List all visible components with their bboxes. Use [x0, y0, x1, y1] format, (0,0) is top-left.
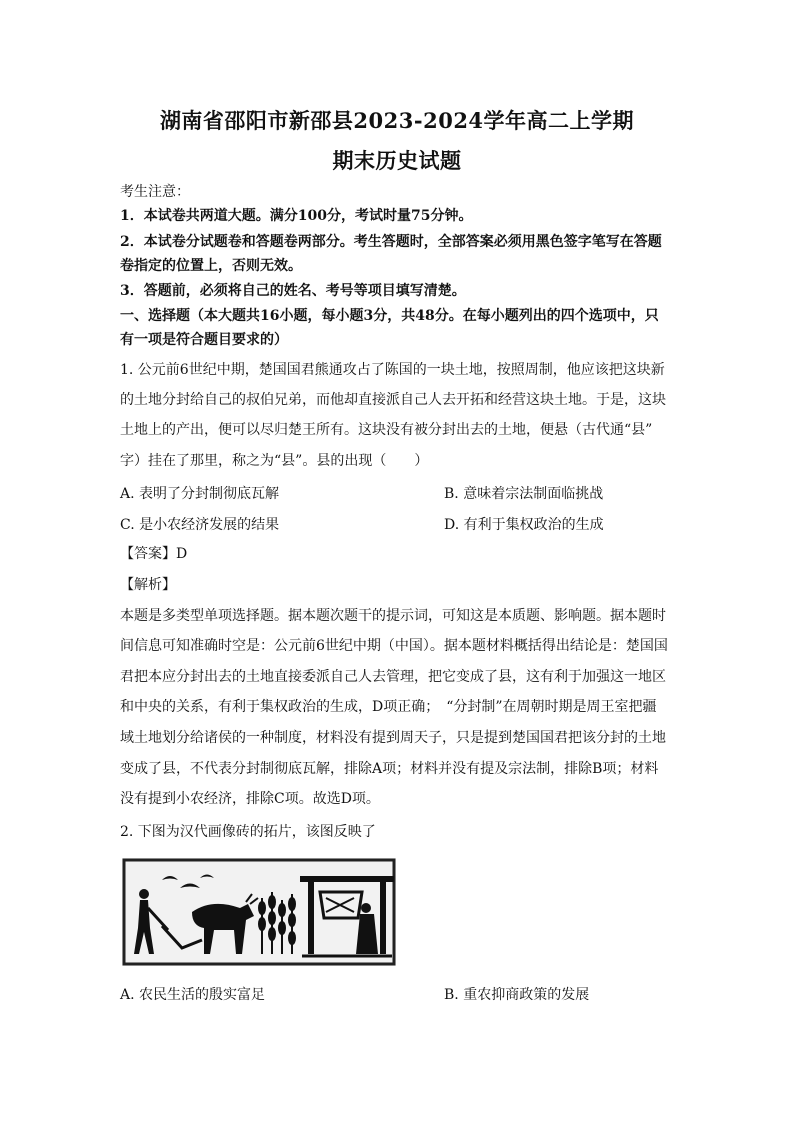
- title-line-2: 期末历史试题: [332, 148, 462, 173]
- q1-stem-line-3: 土地上的产出，便可以尽归楚王所有。这块没有被分封出去的土地，便悬（古代通“县”: [120, 422, 653, 438]
- section-heading-line-1: 一、选择题（本大题共16小题，每小题3分，共48分。在每小题列出的四个选项中，只: [120, 308, 659, 324]
- notice-item-3: 3．答题前，必须将自己的姓名、考号等项目填写清楚。: [120, 283, 466, 299]
- q1-stem-line-4: 字）挂在了那里，称之为“县”。县的出现（ ）: [120, 453, 429, 469]
- notice-item-1: 1．本试卷共两道大题。满分100分，考试时量75分钟。: [120, 208, 473, 224]
- q1-analysis-line-7: 没有提到小农经济，排除C项。故选D项。: [120, 791, 380, 807]
- q1-option-a: A. 表明了分封制彻底瓦解: [120, 486, 280, 502]
- q1-analysis-line-6: 变成了县，不代表分封制彻底瓦解，排除A项；材料并没有提及宗法制，排除B项；材料: [120, 761, 659, 777]
- q1-analysis-line-4: 和中央的关系，有利于集权政治的生成，D项正确； “分封制”在周朝时期是周王室把疆: [120, 699, 657, 715]
- title-line-1: 湖南省邵阳市新邵县2023-2024学年高二上学期: [159, 108, 635, 133]
- q1-option-d: D. 有利于集权政治的生成: [444, 517, 604, 533]
- q1-analysis-line-5: 域土地划分给诸侯的一种制度，材料没有提到周天子，只是提到楚国国君把该分封的土地: [120, 730, 666, 746]
- notice-heading: 考生注意：: [120, 184, 190, 200]
- q1-analysis-line-2: 间信息可知准确时空是：公元前6世纪中期（中国）。据本题材料概括得出结论是：楚国国: [120, 638, 668, 654]
- q1-option-c: C. 是小农经济发展的结果: [120, 517, 280, 533]
- q1-analysis-line-1: 本题是多类型单项选择题。据本题次题干的提示词，可知这是本质题、影响题。据本题时: [120, 608, 666, 624]
- section-heading-line-2: 有一项是符合题目要求的）: [120, 332, 288, 348]
- q2-option-a: A. 农民生活的殷实富足: [120, 987, 266, 1003]
- q2-option-b: B. 重农抑商政策的发展: [444, 987, 590, 1003]
- q1-analysis-line-3: 君把本应分封出去的土地直接委派自己人去管理，把它变成了县，这有利于加强这一地区: [120, 669, 666, 685]
- q2-stem: 2. 下图为汉代画像砖的拓片，该图反映了: [120, 824, 376, 840]
- q1-stem-line-2: 的土地分封给自己的叔伯兄弟，而他却直接派自己人去开拓和经营这块土地。于是，这块: [120, 392, 666, 408]
- q1-answer: 【答案】D: [120, 546, 188, 562]
- notice-item-2-cont: 卷指定的位置上，否则无效。: [120, 258, 302, 274]
- q1-option-b: B. 意味着宗法制面临挑战: [444, 486, 604, 502]
- han-brick-rubbing-image: [122, 858, 396, 966]
- notice-item-2: 2．本试卷分试题卷和答题卷两部分。考生答题时，全部答案必须用黑色签字笔写在答题: [120, 234, 662, 250]
- q1-stem-line-1: 1. 公元前6世纪中期，楚国国君熊通攻占了陈国的一块土地，按照周制，他应该把这块新: [120, 362, 665, 378]
- q1-analysis-heading: 【解析】: [120, 577, 176, 593]
